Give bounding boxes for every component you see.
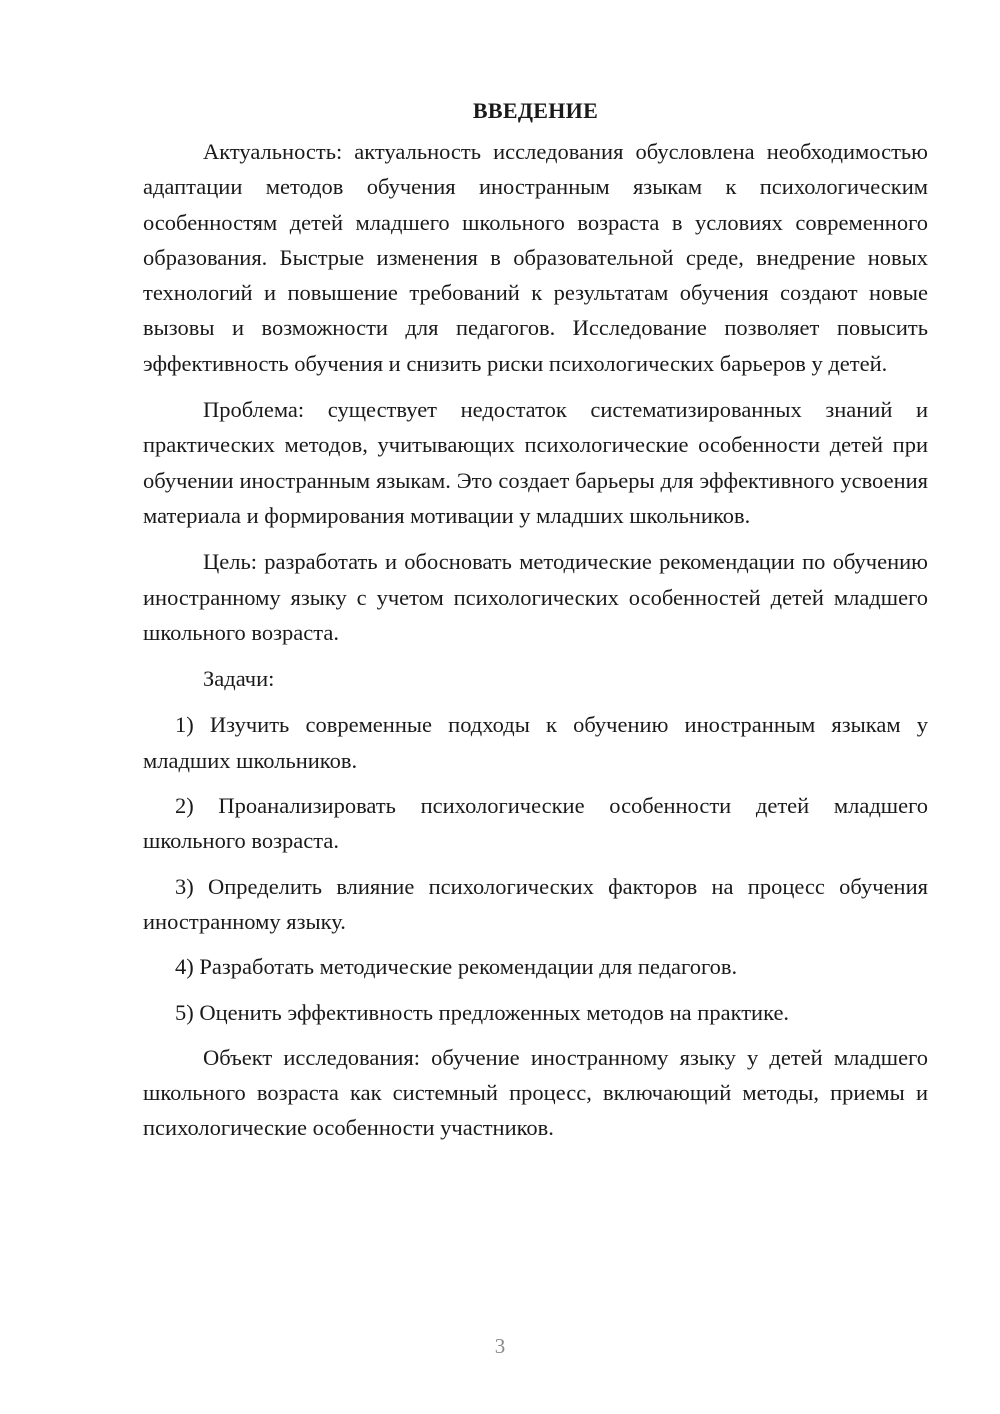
object-paragraph: Объект исследования: обучение иностранному языку у детей младшего школьного возраста как системный процесс, включающий методы, приемы и психологические особенности участников.: [143, 1044, 928, 1141]
goal-paragraph: Цель: разработать и обосновать методические рекомендации по обучению иностранному языку с учетом психологических особенностей детей младшего школьного возраста.: [143, 549, 928, 645]
problem-paragraph: Проблема: существует недостаток систематизированных знаний и практических методов, учитывающих психологические особенности детей при обучении иностранным языкам. Это создает барьеры для эффективного усвоения материала и формирования мотивации у младших школьников.: [143, 397, 928, 528]
relevance-paragraph: Актуальность: актуальность исследования обусловлена необходимостью адаптации методов обучения иностранным языкам к психологическим особенностям детей младшего школьного возраста в условиях современного образования. Быстрые изменения в образовательной среде, внедрение новых технологий и повышение требований к результатам обучения создают новые вызовы и возможности для педагогов. Исследование позволяет повысить эффективность обучения и снизить риски психологических барьеров у детей.: [143, 139, 928, 376]
document-page: [143, 96, 928, 1157]
tasks-heading: Задачи:: [203, 666, 275, 692]
task-item: 5) Оценить эффективность предложенных методов на практике.: [175, 999, 790, 1025]
tasks-list: [143, 707, 928, 1029]
task-item: 2) Проанализировать психологические особенности детей младшего школьного возраста.: [143, 793, 928, 854]
task-item: 3) Определить влияние психологических факторов на процесс обучения иностранному языку.: [143, 873, 928, 934]
task-item: 1) Изучить современные подходы к обучению иностранным языкам у младших школьников.: [143, 712, 928, 773]
section-heading: ВВЕДЕНИЕ: [472, 98, 599, 123]
task-item: 4) Разработать методические рекомендации для педагогов.: [175, 954, 738, 980]
page-number: 3: [494, 1334, 506, 1358]
